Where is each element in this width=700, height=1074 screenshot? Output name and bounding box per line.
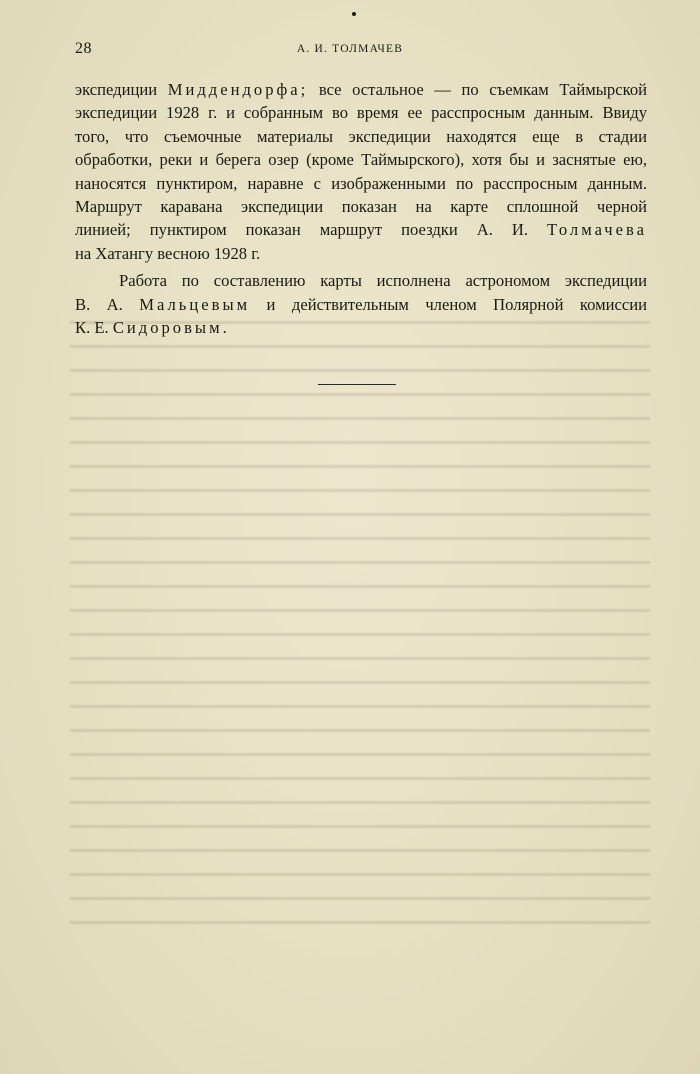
running-head: А. И. ТОЛМАЧЕВ [296, 43, 404, 55]
text-line: наносятся пунктиром, наравне с изображенными по расспросным данным. [75, 173, 647, 193]
show-through-texture [70, 300, 650, 940]
print-dot [352, 12, 356, 16]
text-line: обработки, реки и берега озер (кроме Таймырского), хотя бы и заснятые ею, [75, 150, 647, 170]
text-line: на Хатангу весною 1928 г. [75, 243, 261, 263]
text-line: экспедиции 1928 г. и собранным во время ее расспросным данным. Ввиду [75, 103, 647, 123]
text-line: К. Е. Сидоровым. [75, 317, 227, 337]
text-line: Работа по составлению карты исполнена астрономом экспедиции [119, 271, 647, 291]
section-divider [318, 384, 396, 385]
spaced-name: Толмачева [546, 220, 647, 240]
spaced-name: Миддендорфа; [167, 80, 309, 99]
body-text [75, 78, 647, 339]
spaced-name: Мальцевым [139, 294, 251, 314]
page-number: 28 [75, 40, 92, 57]
text-line: линией; пунктиром показан маршрут поездки А. И. Толмачева [75, 220, 647, 240]
text-line: экспедиции Миддендорфа; все остальное — по съемкам Таймырской [75, 80, 647, 99]
text-line: В. А. Мальцевым и действительным членом Полярной комиссии [75, 294, 647, 314]
text-line: того, что съемочные материалы экспедиции находятся еще в стадии [75, 126, 647, 146]
spaced-name: Сидоровым [112, 317, 223, 337]
text-line: Маршрут каравана экспедиции показан на карте сплошной черной [75, 196, 647, 216]
